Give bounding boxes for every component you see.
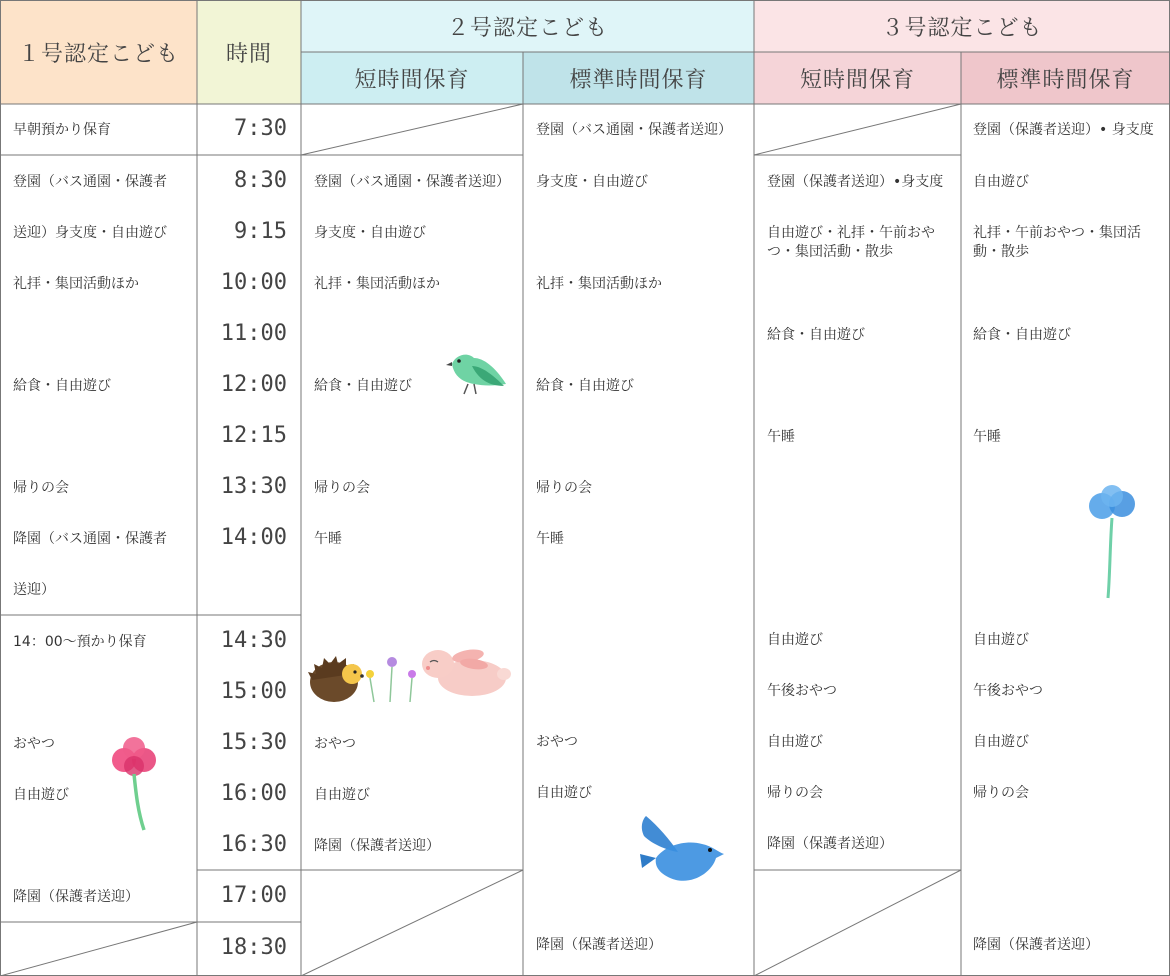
type3-short-departure: 降園（保護者送迎） xyxy=(767,836,893,852)
type2-short-snack: おやつ xyxy=(314,736,356,752)
type1-arrival-a: 登園（バス通園・保護者 xyxy=(13,174,167,190)
type1-departure-a: 降園（バス通園・保護者 xyxy=(13,531,167,547)
header-type2-short-label: 短時間保育 xyxy=(354,67,470,93)
time-1330: 13:30 xyxy=(220,474,287,499)
green-bird-icon xyxy=(444,346,510,398)
time-1400: 14:00 xyxy=(220,525,287,550)
type1-lunch: 給食・自由遊び xyxy=(13,378,111,394)
type2-std-goodbye: 帰りの会 xyxy=(536,480,592,496)
time-1700: 17:00 xyxy=(220,883,287,908)
blue-bird-icon xyxy=(636,814,730,890)
time-1500: 15:00 xyxy=(220,679,287,704)
header-type1-label: １号認定こども xyxy=(17,41,179,67)
type2-std-prepare: 身支度・自由遊び xyxy=(536,174,648,190)
time-1630: 16:30 xyxy=(220,832,287,857)
type2-std-nap: 午睡 xyxy=(536,531,564,547)
type1-departure-b: 送迎） xyxy=(13,582,55,598)
header-type3-short-label: 短時間保育 xyxy=(799,67,915,93)
header-type3-std-label: 標準時間保育 xyxy=(996,67,1135,93)
time-1000: 10:00 xyxy=(220,270,287,295)
type3-short-lunch: 給食・自由遊び xyxy=(767,327,865,343)
type3-std-arrival: 登園（保護者送迎）• 身支度 xyxy=(973,122,1154,138)
type3-short-afternoon-snack: 午後おやつ xyxy=(767,683,837,699)
type3-std-morning: 礼拝・午前おやつ・集団活動・散歩 xyxy=(973,225,1141,260)
type2-short-prepare: 身支度・自由遊び xyxy=(314,225,426,241)
type2-std-departure: 降園（保護者送迎） xyxy=(536,937,662,953)
time-1200: 12:00 xyxy=(220,372,287,397)
time-1215: 12:15 xyxy=(220,423,287,448)
time-1830: 18:30 xyxy=(220,935,287,960)
hedgehog-icon xyxy=(306,650,368,708)
type2-short-arrival: 登園（バス通園・保護者送迎） xyxy=(314,174,510,190)
type3-short-free-play: 自由遊び xyxy=(767,632,823,648)
type3-std-free-play-2: 自由遊び xyxy=(973,632,1029,648)
type3-short-nap: 午睡 xyxy=(767,429,795,445)
type1-final-departure: 降園（保護者送迎） xyxy=(13,889,139,905)
time-1430: 14:30 xyxy=(220,628,287,653)
header-type2-label: ２号認定こども xyxy=(446,15,608,41)
type2-std-arrival: 登園（バス通園・保護者送迎） xyxy=(536,122,732,138)
type3-short-free-play-2: 自由遊び xyxy=(767,734,823,750)
header-time-label: 時間 xyxy=(225,41,272,67)
type1-arrival-b: 送迎）身支度・自由遊び xyxy=(13,225,167,241)
type2-std-worship: 礼拝・集団活動ほか xyxy=(536,276,662,292)
type3-std-free-play-3: 自由遊び xyxy=(973,734,1029,750)
type1-extended-care: 14：00～預かり保育 xyxy=(13,634,147,650)
type1-worship: 礼拝・集団活動ほか xyxy=(13,276,139,292)
time-1100: 11:00 xyxy=(220,321,287,346)
time-1530: 15:30 xyxy=(220,730,287,755)
type3-std-free-play: 自由遊び xyxy=(973,174,1029,190)
type2-std-lunch: 給食・自由遊び xyxy=(536,378,634,394)
time-1600: 16:00 xyxy=(220,781,287,806)
type3-short-goodbye: 帰りの会 xyxy=(767,785,823,801)
type3-std-afternoon-snack: 午後おやつ xyxy=(973,683,1043,699)
type3-std-lunch: 給食・自由遊び xyxy=(973,327,1071,343)
type2-short-departure: 降園（保護者送迎） xyxy=(314,838,440,854)
type2-short-worship: 礼拝・集団活動ほか xyxy=(314,276,440,292)
type1-snack: おやつ xyxy=(13,736,55,752)
time-0915: 9:15 xyxy=(234,219,287,244)
type1-free-play: 自由遊び xyxy=(13,787,69,803)
type2-std-snack: おやつ xyxy=(536,734,578,750)
type3-short-morning: 自由遊び・礼拝・午前おやつ・集団活動・散歩 xyxy=(767,225,935,260)
header-type3-label: ３号認定こども xyxy=(881,15,1043,41)
type2-short-lunch: 給食・自由遊び xyxy=(314,378,412,394)
header-type2-std-label: 標準時間保育 xyxy=(569,67,708,93)
type1-early-care: 早朝預かり保育 xyxy=(13,122,111,138)
type2-short-goodbye: 帰りの会 xyxy=(314,480,370,496)
time-0730: 7:30 xyxy=(234,116,287,141)
type1-goodbye: 帰りの会 xyxy=(13,480,69,496)
pink-flower-icon xyxy=(106,736,166,834)
type3-std-nap: 午睡 xyxy=(973,429,1001,445)
type3-std-departure: 降園（保護者送迎） xyxy=(973,937,1099,953)
type2-short-free-play: 自由遊び xyxy=(314,787,370,803)
type3-std-goodbye: 帰りの会 xyxy=(973,785,1029,801)
type2-short-nap: 午睡 xyxy=(314,531,342,547)
time-0830: 8:30 xyxy=(234,168,287,193)
rabbit-icon xyxy=(416,642,516,702)
blue-flower-icon xyxy=(1082,484,1140,602)
type3-short-arrival: 登園（保護者送迎）•身支度 xyxy=(767,174,944,190)
type2-std-free-play: 自由遊び xyxy=(536,785,592,801)
